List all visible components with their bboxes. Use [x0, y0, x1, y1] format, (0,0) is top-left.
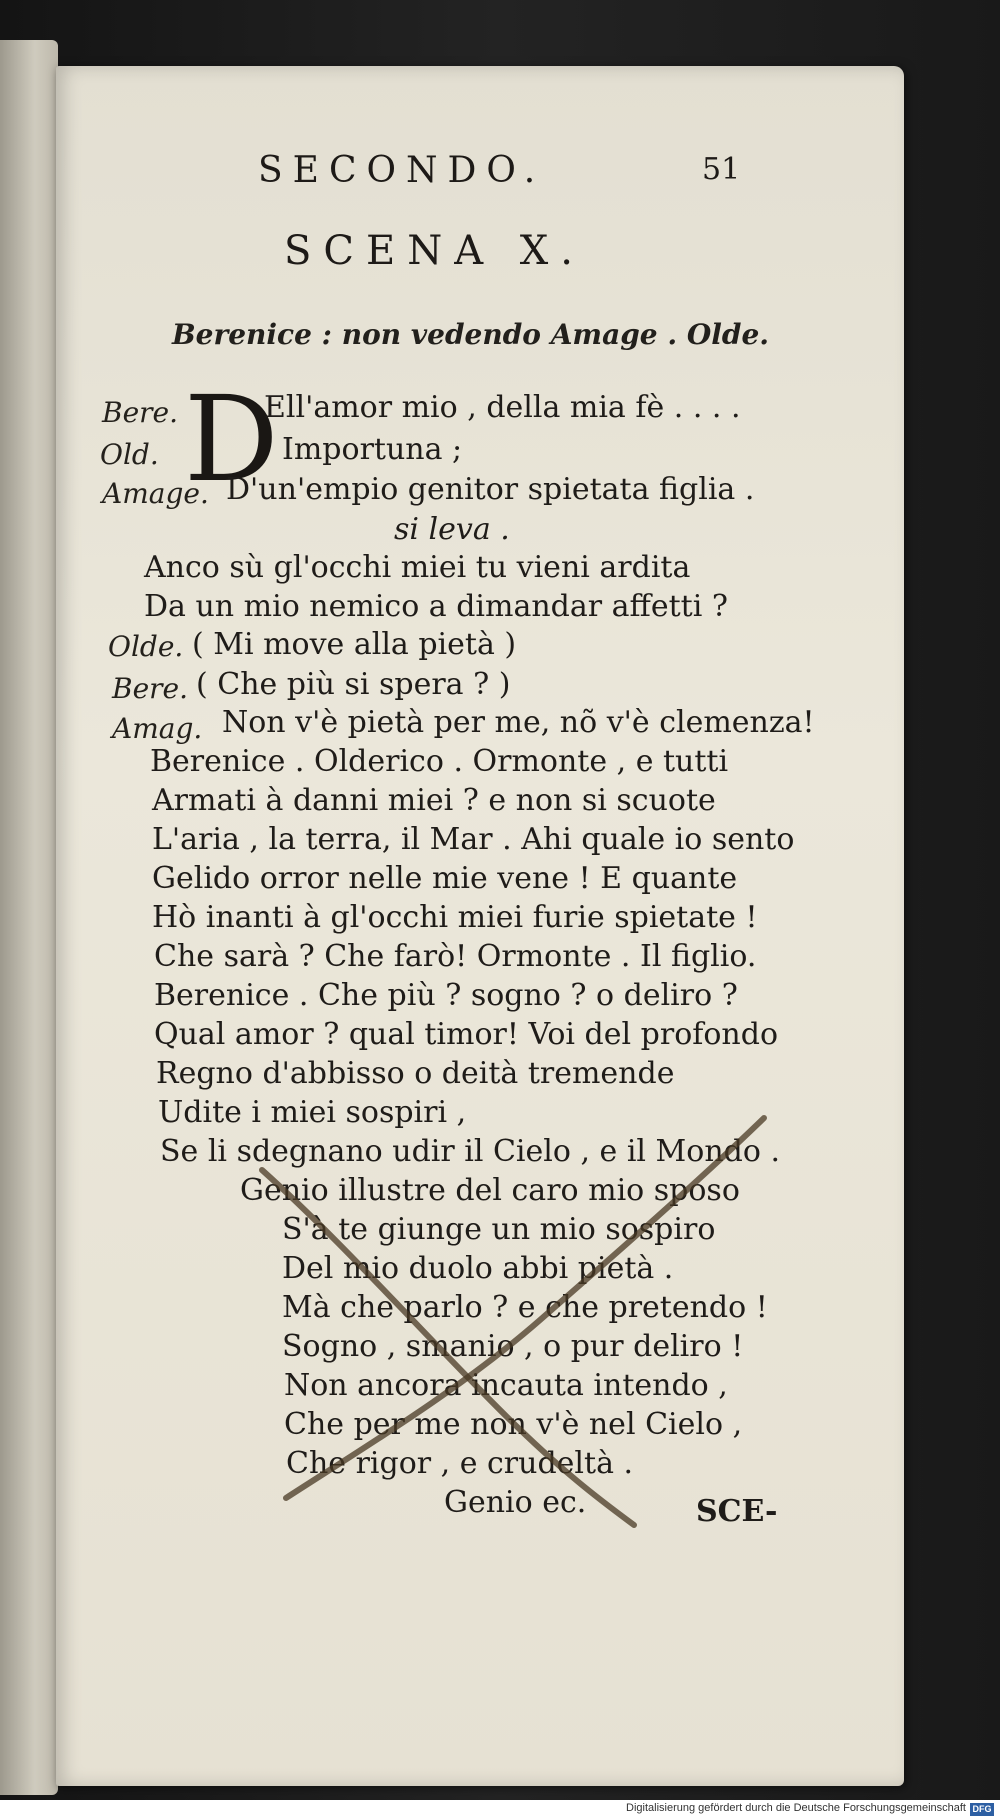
- verse-line: Mà che parlo ? e che pretendo !: [282, 1290, 768, 1325]
- drop-cap: D: [184, 370, 279, 508]
- verse-line: Del mio duolo abbi pietà .: [282, 1251, 674, 1286]
- stage-note: si leva .: [394, 512, 510, 547]
- verse-line: Da un mio nemico a dimandar affetti ?: [144, 589, 728, 624]
- verse-line: Che per me non v'è nel Cielo ,: [284, 1407, 743, 1442]
- speaker-label: Olde.: [108, 630, 184, 663]
- verse-line: Gelido orror nelle mie vene ! E quante: [152, 861, 738, 896]
- verse-line: Armati à danni miei ? e non si scuote: [152, 783, 716, 818]
- speaker-label: Bere.: [102, 396, 179, 429]
- catchword: SCE-: [696, 1494, 778, 1529]
- speaker-label: Amage.: [102, 477, 209, 510]
- speaker-label: Amag.: [112, 712, 203, 745]
- verse-line: S'à te giunge un mio sospiro: [282, 1212, 716, 1247]
- verse-line: Berenice . Che più ? sogno ? o deliro ?: [154, 978, 738, 1013]
- verse-line: Genio illustre del caro mio sposo: [240, 1173, 740, 1208]
- verse-line: Sogno , smanio , o pur deliro !: [282, 1329, 744, 1364]
- verse-line: Non v'è pietà per me, nõ v'è clemenza!: [222, 705, 815, 740]
- verse-line: Ell'amor mio , della mia fè . . . .: [264, 390, 741, 425]
- verse-line: Anco sù gl'occhi miei tu vieni ardita: [144, 550, 691, 585]
- page-number: 51: [702, 152, 741, 187]
- verse-line: D'un'empio genitor spietata figlia .: [226, 472, 755, 507]
- verse-line: Hò inanti à gl'occhi miei furie spietate !: [152, 900, 758, 935]
- verse-line: ( Che più si spera ? ): [196, 667, 511, 702]
- verse-line: Regno d'abbisso o deità tremende: [156, 1056, 675, 1091]
- verse-line: Importuna ;: [282, 432, 463, 467]
- verse-line: Udite i miei sospiri ,: [158, 1095, 467, 1130]
- dfg-logo-icon: DFG: [970, 1803, 994, 1816]
- previous-page-edge: [0, 40, 58, 1795]
- verse-line: Che sarà ? Che farò! Ormonte . Il figlio.: [154, 939, 757, 974]
- speaker-label: Old.: [100, 438, 159, 471]
- running-head: SECONDO.: [258, 150, 546, 191]
- verse-line: L'aria , la terra, il Mar . Ahi quale io sento: [152, 822, 795, 857]
- verse-line: Qual amor ? qual timor! Voi del profondo: [154, 1017, 779, 1052]
- footer-credit: Digitalisierung gefördert durch die Deutsche Forschungsgemeinschaft: [626, 1802, 966, 1814]
- verse-line: Non ancora incauta intendo ,: [284, 1368, 728, 1403]
- speaker-label: Bere.: [112, 672, 189, 705]
- verse-line: Che rigor , e crudeltà .: [286, 1446, 634, 1481]
- verse-line: ( Mi move alla pietà ): [192, 627, 517, 662]
- stage-direction: Berenice : non vedendo Amage . Olde.: [172, 318, 770, 351]
- verse-line: Genio ec.: [444, 1485, 587, 1520]
- verse-line: Berenice . Olderico . Ormonte , e tutti: [150, 744, 729, 779]
- scene-title: SCENA X.: [284, 228, 585, 274]
- verse-line: Se li sdegnano udir il Cielo , e il Mondo .: [160, 1134, 780, 1169]
